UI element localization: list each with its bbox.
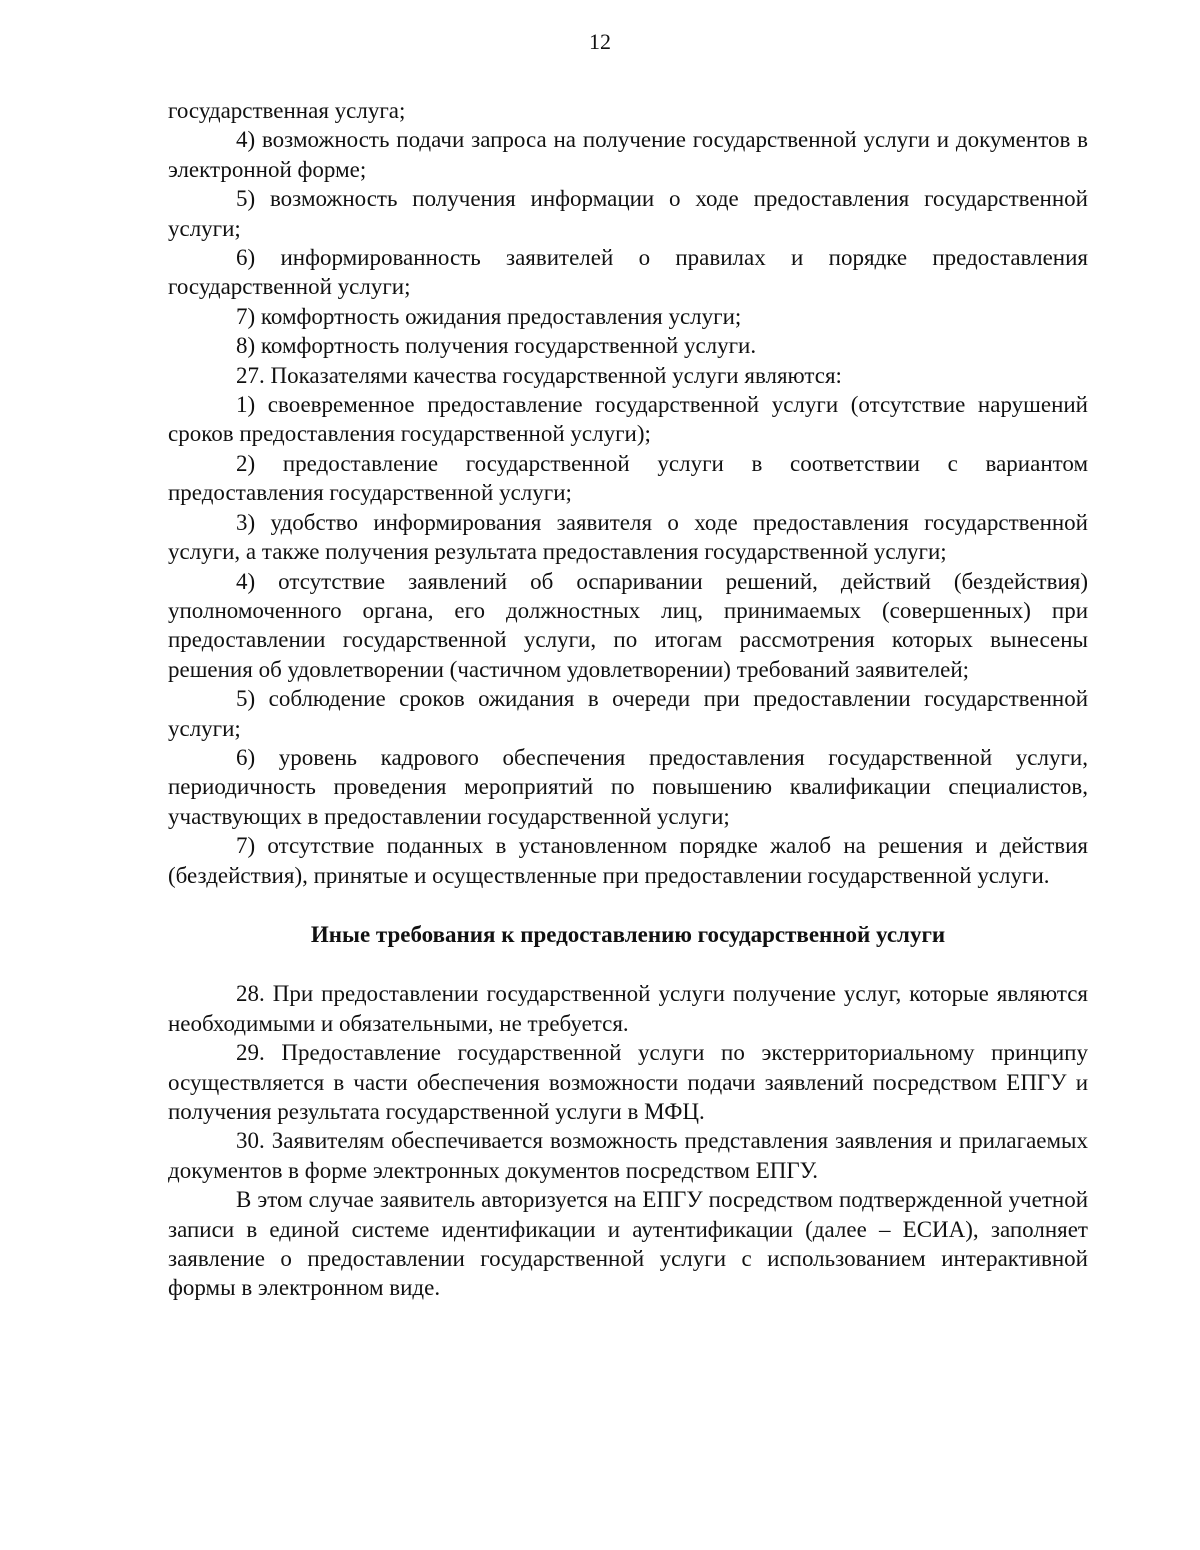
paragraph: 7) комфортность ожидания предоставления услуги; <box>236 303 742 329</box>
section-heading: Иные требования к предоставлению государственной услуги <box>310 921 946 947</box>
paragraph: В этом случае заявитель авторизуется на ЕПГУ посредством подтвержденной учетной записи в единой системе идентификации и аутентификации (далее – ЕСИА), заполняет заявление о предоставлении государственной услуги с использованием интерактивной формы в электронном виде. <box>168 1187 1088 1301</box>
paragraph: 4) отсутствие заявлений об оспаривании решений, действий (бездействия) уполномоченного органа, его должностных лиц, принимаемых (совершенных) при предоставлении государственной услуги, по итогам рассмотрения которых вынесены решения об удовлетворении (частичном удовлетворении) требований заявителей; <box>168 568 1088 682</box>
paragraph: 5) возможность получения информации о ходе предоставления государственной услуги; <box>168 186 1088 241</box>
paragraph: 6) уровень кадрового обеспечения предоставления государственной услуги, периодичность проведения мероприятий по повышению квалификации специалистов, участвующих в предоставлении государственной услуги; <box>168 744 1088 829</box>
paragraph: 4) возможность подачи запроса на получение государственной услуги и документов в электронной форме; <box>168 127 1088 182</box>
paragraph: 29. Предоставление государственной услуги по экстерриториальному принципу осуществляется в части обеспечения возможности подачи заявлений посредством ЕПГУ и получения результата государственной услуги в МФЦ. <box>168 1040 1088 1124</box>
paragraph: 1) своевременное предоставление государственной услуги (отсутствие нарушений сроков предоставления государственной услуги); <box>168 392 1088 447</box>
paragraph: 5) соблюдение сроков ожидания в очереди при предоставлении государственной услуги; <box>168 686 1088 741</box>
document-body <box>168 96 1088 1303</box>
paragraph: 27. Показателями качества государственной услуги являются: <box>236 362 842 388</box>
page-number: 12 <box>589 29 611 54</box>
paragraph: 2) предоставление государственной услуги в соответствии с вариантом предоставления государственной услуги; <box>168 450 1088 506</box>
paragraph: 6) информированность заявителей о правилах и порядке предоставления государственной услуги; <box>168 245 1088 300</box>
paragraph: государственная услуга; <box>168 98 406 123</box>
paragraph: 28. При предоставлении государственной услуги получение услуг, которые являются необходимыми и обязательными, не требуется. <box>168 981 1088 1036</box>
paragraph: 7) отсутствие поданных в установленном порядке жалоб на решения и действия (бездействия), принятые и осуществленные при предоставлении государственной услуги. <box>168 833 1088 888</box>
paragraph: 3) удобство информирования заявителя о ходе предоставления государственной услуги, а также получения результата предоставления государственной услуги; <box>168 509 1088 565</box>
paragraph: 30. Заявителям обеспечивается возможность представления заявления и прилагаемых документов в форме электронных документов посредством ЕПГУ. <box>168 1128 1088 1183</box>
paragraph: 8) комфортность получения государственной услуги. <box>236 333 757 359</box>
